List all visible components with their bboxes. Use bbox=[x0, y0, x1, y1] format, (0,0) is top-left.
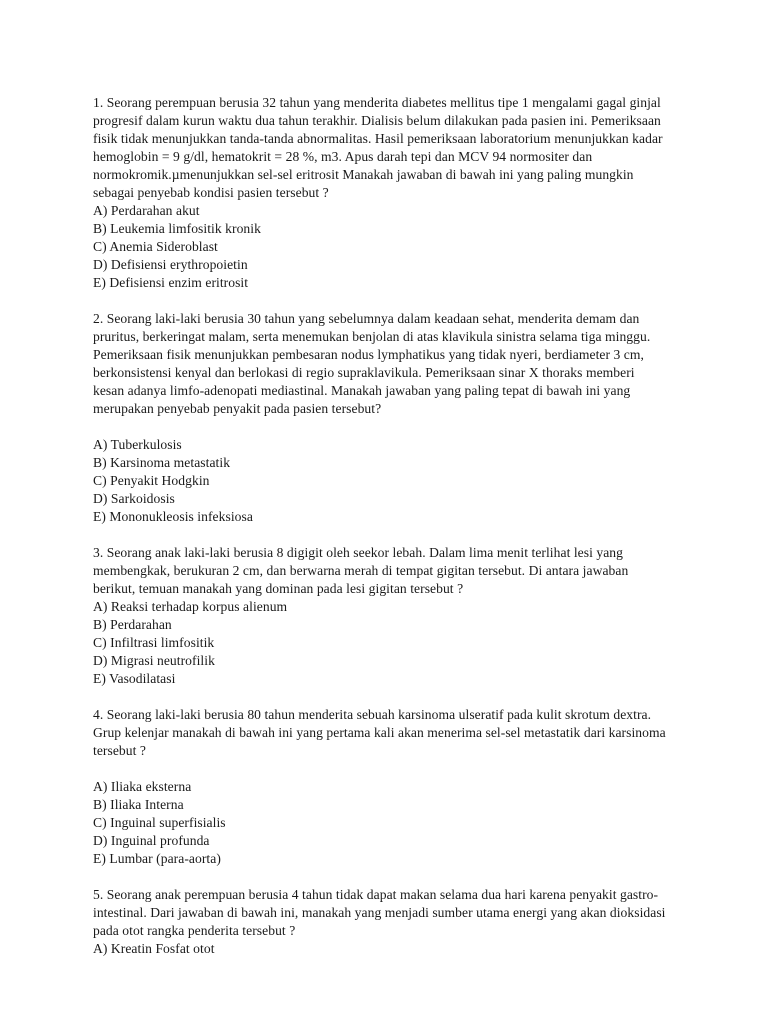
answer-option: B) Karsinoma metastatik bbox=[93, 455, 231, 470]
question-stem: 5. Seorang anak perempuan berusia 4 tahun tidak dapat makan selama dua hari karena penyakit gastro-intestinal. Dari jawaban di bawah ini, manakah yang menjadi sumber utama energi yang akan dioksidasi pada otot rangka penderita tersebut ? bbox=[93, 887, 666, 938]
answer-option: D) Migrasi neutrofilik bbox=[93, 653, 215, 668]
answer-option: C) Inguinal superfisialis bbox=[93, 815, 226, 830]
answer-options bbox=[93, 940, 668, 958]
question-1 bbox=[93, 94, 668, 292]
answer-option: D) Defisiensi erythropoietin bbox=[93, 257, 248, 272]
answer-option: E) Mononukleosis infeksiosa bbox=[93, 509, 253, 524]
answer-options bbox=[93, 598, 668, 688]
answer-options bbox=[93, 202, 668, 292]
blank-line bbox=[93, 418, 668, 436]
answer-option: B) Perdarahan bbox=[93, 617, 172, 632]
answer-option: E) Lumbar (para-aorta) bbox=[93, 851, 221, 866]
question-3 bbox=[93, 544, 668, 688]
answer-option: D) Sarkoidosis bbox=[93, 491, 175, 506]
question-5 bbox=[93, 886, 668, 958]
question-stem: 3. Seorang anak laki-laki berusia 8 digigit oleh seekor lebah. Dalam lima menit terlihat lesi yang membengkak, berukuran 2 cm, dan berwarna merah di tempat gigitan tersebut. Di antara jawaban berikut, temuan manakah yang dominan pada lesi gigitan tersebut ? bbox=[93, 545, 629, 596]
question-2 bbox=[93, 310, 668, 526]
answer-option: B) Leukemia limfositik kronik bbox=[93, 221, 261, 236]
answer-option: A) Perdarahan akut bbox=[93, 203, 200, 218]
answer-option: B) Iliaka Interna bbox=[93, 797, 184, 812]
answer-options bbox=[93, 778, 668, 868]
answer-option: E) Defisiensi enzim eritrosit bbox=[93, 275, 249, 290]
answer-option: C) Infiltrasi limfositik bbox=[93, 635, 215, 650]
answer-option: A) Tuberkulosis bbox=[93, 437, 182, 452]
answer-option: A) Iliaka eksterna bbox=[93, 779, 192, 794]
question-stem: 2. Seorang laki-laki berusia 30 tahun yang sebelumnya dalam keadaan sehat, menderita demam dan pruritus, berkeringat malam, serta menemukan benjolan di atas klavikula sinistra selama tiga minggu. Pemeriksaan fisik menunjukkan pembesaran nodus lymphatikus yang tidak nyeri, berdiameter 3 cm, berkonsistensi kenyal dan berlokasi di regio supraklavikula. Pemeriksaan sinar X thoraks memberi kesan adanya limfo-adenopati mediastinal. Manakah jawaban yang paling tepat di bawah ini yang merupakan penyebab penyakit pada pasien tersebut? bbox=[93, 311, 651, 416]
answer-option: A) Reaksi terhadap korpus alienum bbox=[93, 599, 288, 614]
question-stem: 1. Seorang perempuan berusia 32 tahun yang menderita diabetes mellitus tipe 1 mengalami gagal ginjal progresif dalam kurun waktu dua tahun terakhir. Dialisis belum dilakukan pada pasien ini. Pemeriksaan fisik tidak menunjukkan tanda-tanda abnormalitas. Hasil pemeriksaan laboratorium menunjukkan kadar hemoglobin = 9 g/dl, hematokrit = 28 %, m3. Apus darah tepi dan MCV 94 normositer dan normokromik.µmenunjukkan sel-sel eritrosit Manakah jawaban di bawah ini yang paling mungkin sebagai penyebab kondisi pasien tersebut ? bbox=[93, 95, 663, 200]
answer-option: C) Penyakit Hodgkin bbox=[93, 473, 210, 488]
question-stem: 4. Seorang laki-laki berusia 80 tahun menderita sebuah karsinoma ulseratif pada kulit skrotum dextra. Grup kelenjar manakah di bawah ini yang pertama kali akan menerima sel-sel metastatik dari karsinoma tersebut ? bbox=[93, 707, 666, 758]
answer-options bbox=[93, 436, 668, 526]
question-4 bbox=[93, 706, 668, 868]
answer-option: D) Inguinal profunda bbox=[93, 833, 210, 848]
blank-line bbox=[93, 760, 668, 778]
answer-option: E) Vasodilatasi bbox=[93, 671, 176, 686]
answer-option: A) Kreatin Fosfat otot bbox=[93, 941, 215, 956]
question-list bbox=[93, 94, 668, 976]
answer-option: C) Anemia Sideroblast bbox=[93, 239, 218, 254]
